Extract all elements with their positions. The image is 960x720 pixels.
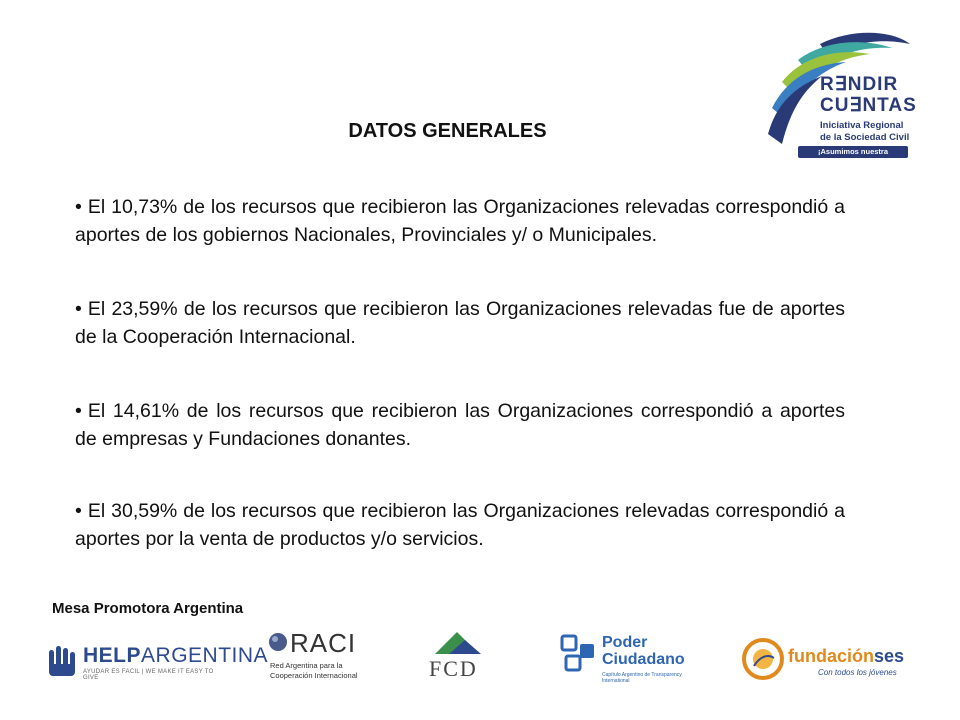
helpargentina-logo xyxy=(45,628,269,688)
puzzle-icon xyxy=(560,634,598,674)
ses-word-a: fundación xyxy=(788,646,874,666)
bullet-marker: • xyxy=(75,400,82,422)
brand-tagline: ¡Asumimos nuestra responsabilidad! xyxy=(798,146,908,158)
ses-tagline: Con todos los jóvenes xyxy=(818,668,897,677)
help-word: HELP xyxy=(83,644,142,667)
bullet-item xyxy=(75,295,845,351)
bullet-item xyxy=(75,497,845,553)
poder-line2: Ciudadano xyxy=(602,651,685,668)
bullet-text: El 10,73% de los recursos que recibieron las Organizaciones relevadas correspondió a aportes de los gobiernos Nacionales, Provinciales y/ o Municipales. xyxy=(75,196,845,246)
brand-word-2: CU∃NTAS xyxy=(820,95,917,116)
fundacion-ses-logo xyxy=(740,628,905,688)
bullet-marker: • xyxy=(75,196,82,218)
ses-name xyxy=(788,646,904,667)
poder-line1: Poder xyxy=(602,634,648,651)
hand-icon xyxy=(45,642,79,682)
bullet-text: El 14,61% de los recursos que recibieron las Organizaciones correspondió a aportes de empresas y Fundaciones donantes. xyxy=(75,400,845,450)
poder-ciudadano-logo xyxy=(560,628,695,688)
brand-subtitle-2: de la Sociedad Civil xyxy=(820,132,910,143)
mountain-icon xyxy=(427,628,487,656)
raci-subtitle-1: Red Argentina para la xyxy=(270,661,343,670)
bullet-item xyxy=(75,193,845,249)
helpargentina-name xyxy=(83,644,268,668)
globe-icon xyxy=(268,632,288,652)
bullet-marker: • xyxy=(75,298,82,320)
helpargentina-tagline: AYUDAR ES FACIL | WE MAKE IT EASY TO GIVE xyxy=(83,669,214,681)
fcd-name: FCD xyxy=(429,656,478,681)
raci-name: RACI xyxy=(290,628,357,658)
raci-subtitle-2: Cooperación Internacional xyxy=(270,671,358,680)
sun-icon xyxy=(740,636,786,682)
poder-subtitle: Capítulo Argentino de Transparency International xyxy=(602,672,682,684)
bullet-marker: • xyxy=(75,500,82,522)
raci-logo xyxy=(268,628,363,688)
brand-word-1: R∃NDIR xyxy=(820,74,899,95)
brand-subtitle-1: Iniciativa Regional xyxy=(820,120,904,131)
ses-word-b: ses xyxy=(874,646,905,666)
bullet-text: El 23,59% de los recursos que recibieron las Organizaciones relevadas fue de aportes de la Cooperación Internacional. xyxy=(75,298,845,348)
argentina-word: ARGENTINA xyxy=(141,644,269,667)
bullet-item xyxy=(75,397,845,453)
footer-label: Mesa Promotora Argentina xyxy=(52,600,244,617)
fcd-logo xyxy=(425,628,490,688)
slide-title: DATOS GENERALES xyxy=(348,120,547,142)
bullet-text: El 30,59% de los recursos que recibieron las Organizaciones relevadas correspondió a aportes por la venta de productos y/o servicios. xyxy=(75,500,845,550)
